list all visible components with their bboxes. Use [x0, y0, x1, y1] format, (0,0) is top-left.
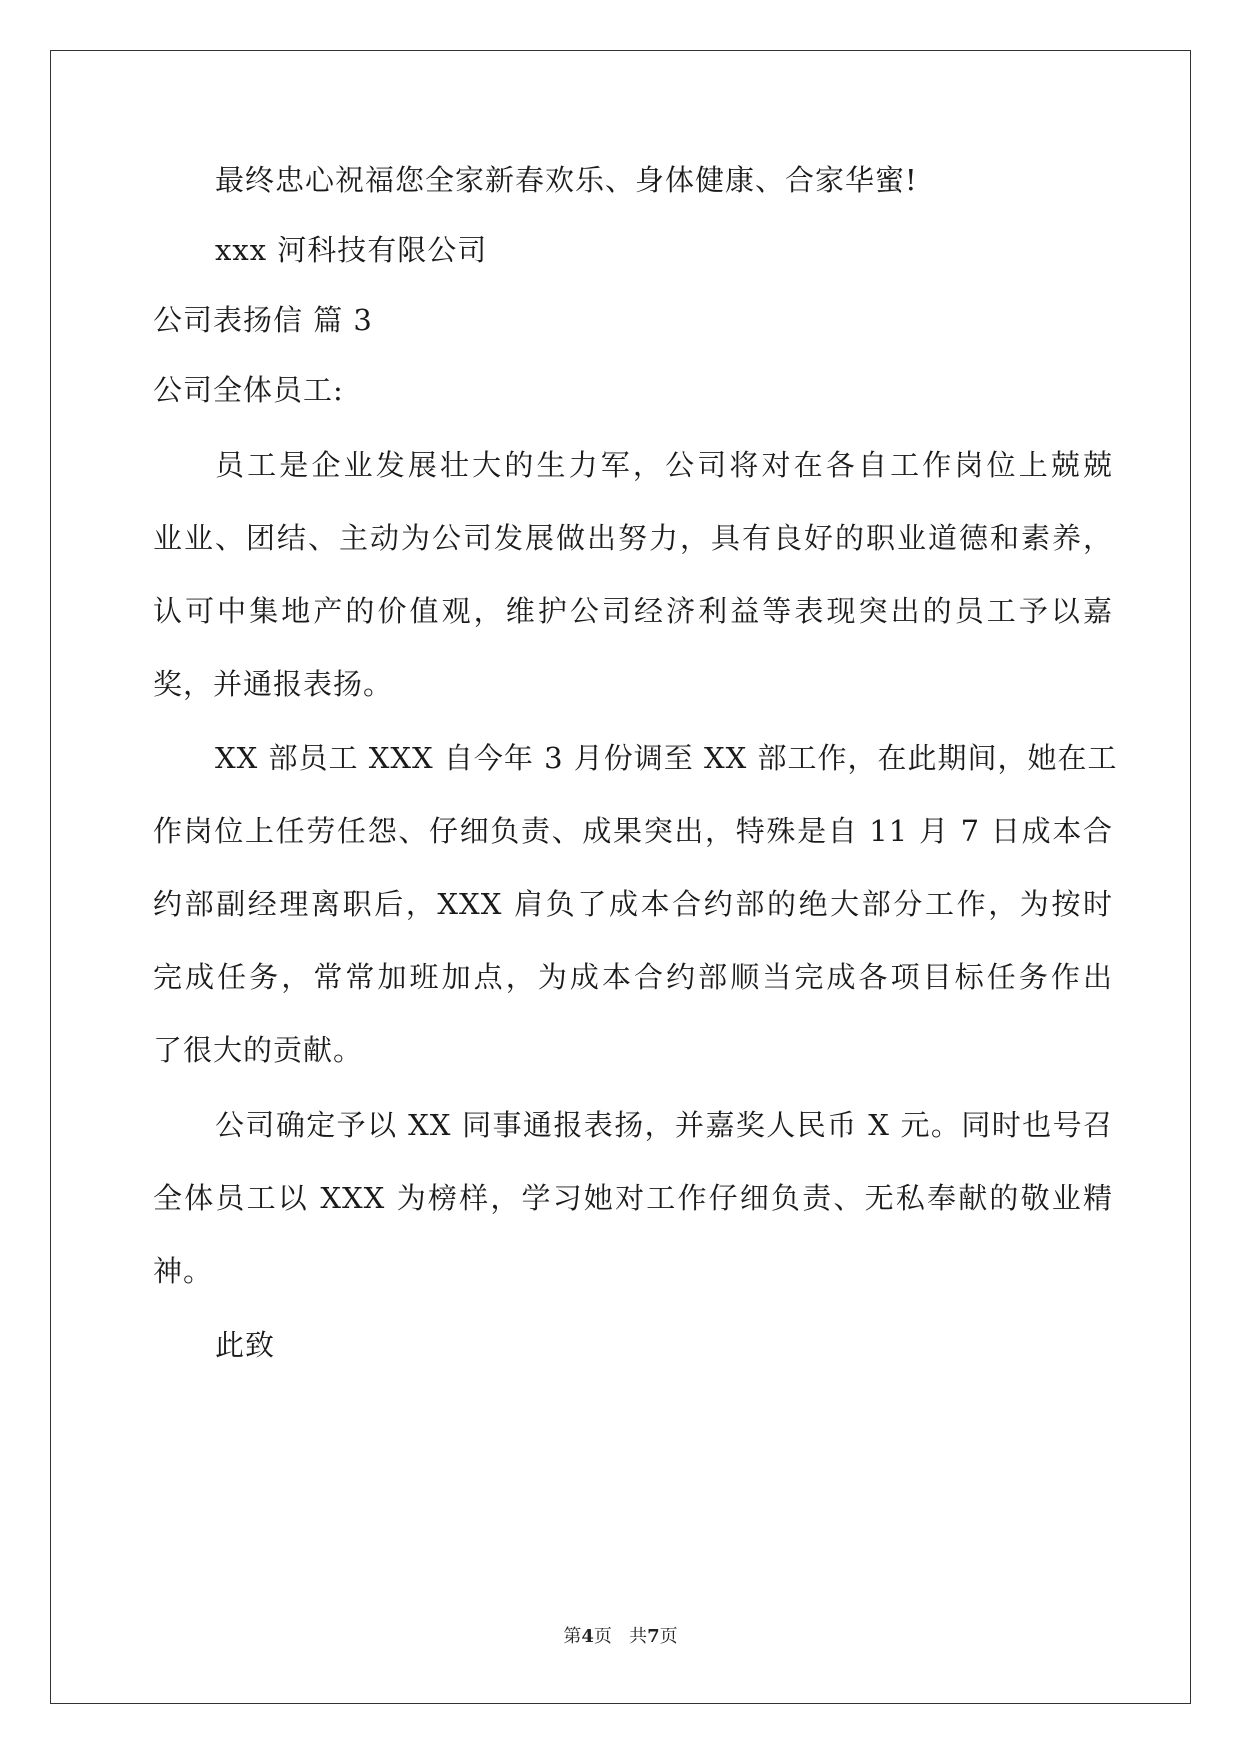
footer-prefix: 第	[563, 1626, 582, 1647]
paragraph-line: XX 部员工 XXX 自今年 3 月份调至 XX 部工作，在此期间，她在工	[215, 741, 1118, 775]
paragraph-line: 业业、团结、主动为公司发展做出努力，具有良好的职业道德和素养，	[153, 521, 1113, 555]
paragraph-line: 完成任务，常常加班加点，为成本合约部顺当完成各项目标任务作出	[153, 960, 1113, 994]
total-page-count: 7	[647, 1626, 660, 1647]
footer-total-suffix: 页	[659, 1626, 678, 1647]
paragraph-line: 全体员工以 XXX 为榜样，学习她对工作仔细负责、无私奉献的敬业精	[153, 1181, 1113, 1215]
page-footer	[0, 1625, 1241, 1649]
salutation: 公司全体员工:	[153, 373, 344, 407]
paragraph-line: 认可中集地产的价值观，维护公司经济利益等表现突出的员工予以嘉	[153, 594, 1113, 628]
section-heading: 公司表扬信 篇 3	[153, 303, 373, 337]
paragraph-line: 神。	[153, 1254, 214, 1288]
company-signature: xxx 河科技有限公司	[215, 233, 488, 267]
current-page-number: 4	[581, 1626, 594, 1647]
paragraph-line: 员工是企业发展壮大的生力军，公司将对在各自工作岗位上兢兢	[215, 448, 1113, 482]
footer-page-suffix: 页	[593, 1626, 612, 1647]
closing-phrase: 此致	[215, 1328, 276, 1362]
closing-wish: 最终忠心祝福您全家新春欢乐、身体健康、合家华蜜!	[215, 163, 918, 197]
page-border	[50, 50, 1191, 1704]
paragraph-line: 作岗位上任劳任怨、仔细负责、成果突出，特殊是自 11 月 7 日成本合	[153, 814, 1113, 848]
footer-total-prefix: 共	[629, 1626, 648, 1647]
paragraph-line: 了很大的贡献。	[153, 1033, 364, 1067]
paragraph-line: 约部副经理离职后，XXX 肩负了成本合约部的绝大部分工作，为按时	[153, 887, 1113, 921]
paragraph-line: 公司确定予以 XX 同事通报表扬，并嘉奖人民币 X 元。同时也号召	[215, 1108, 1113, 1142]
paragraph-line: 奖，并通报表扬。	[153, 667, 394, 701]
